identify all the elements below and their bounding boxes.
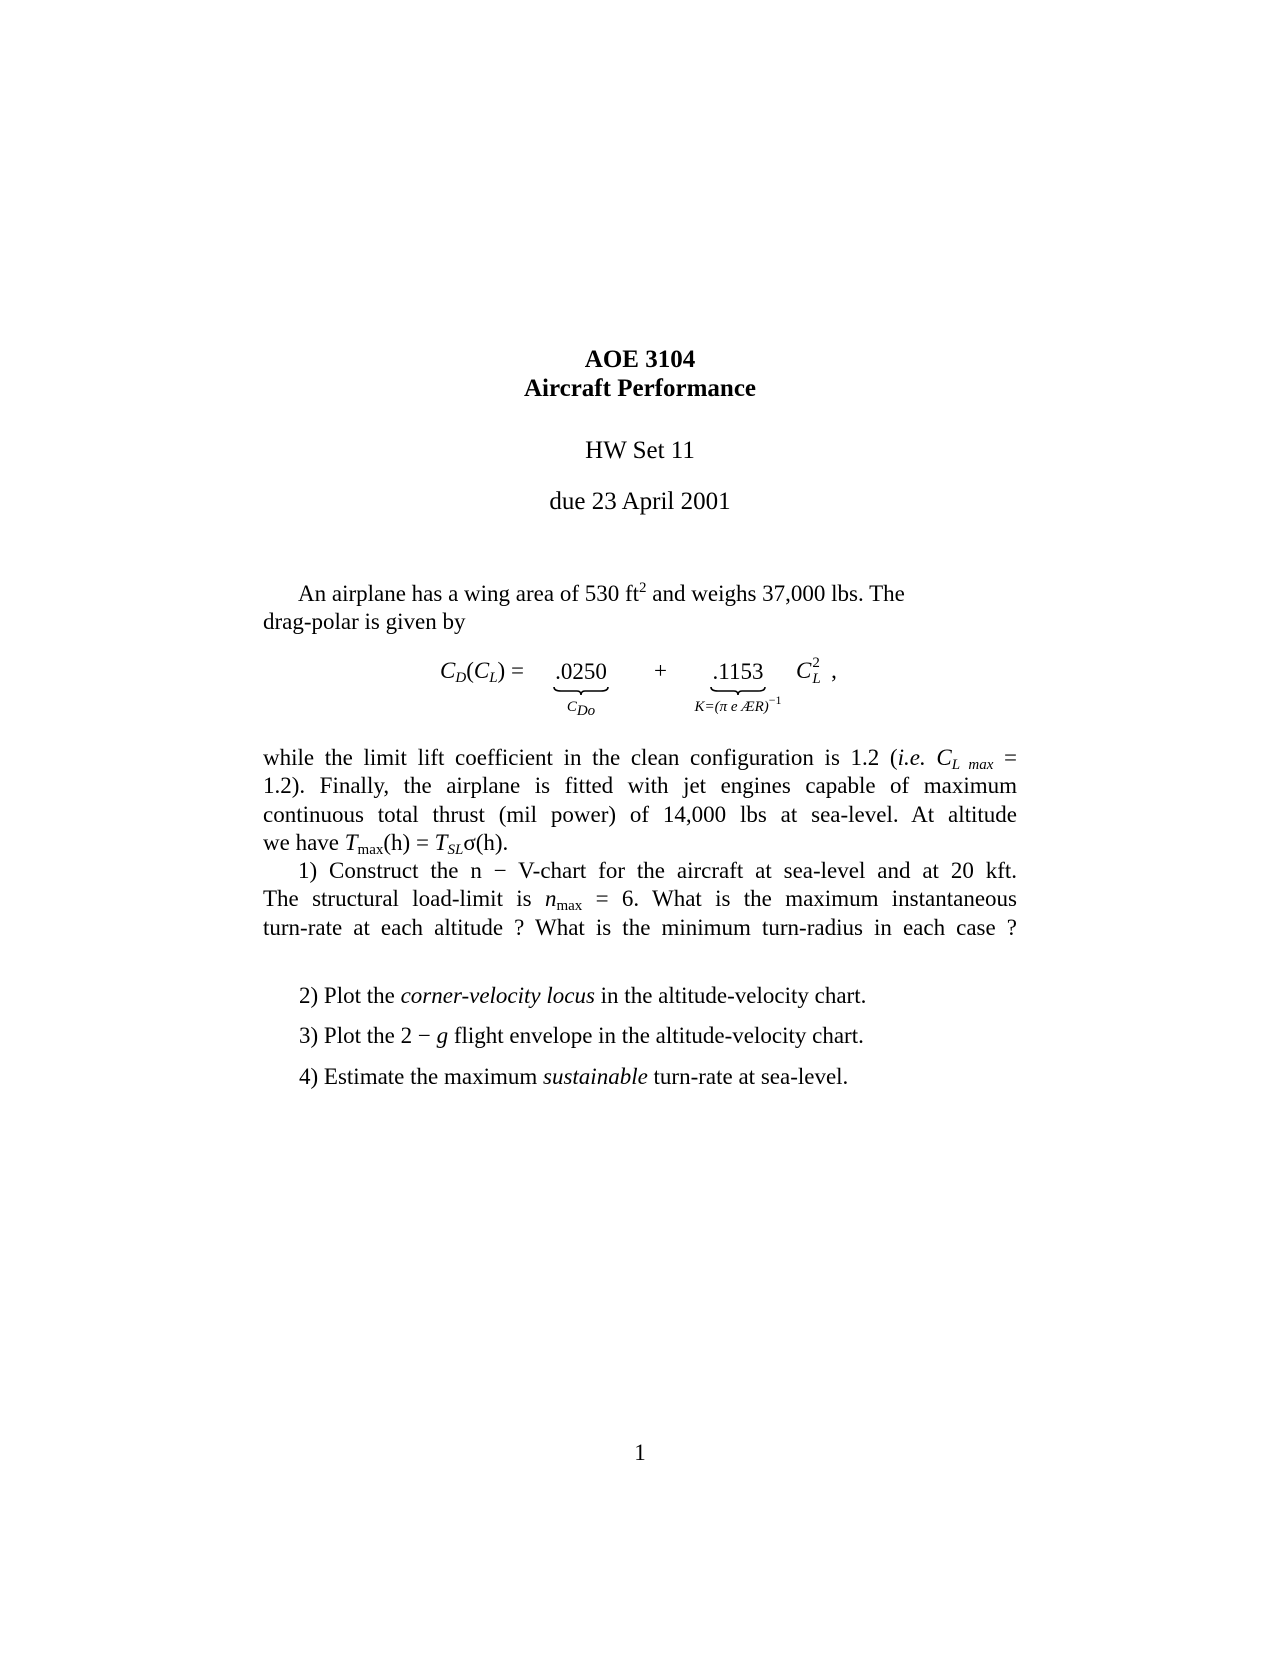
item-2: 2) Plot the corner-velocity locus in the altitude-velocity chart. — [299, 983, 867, 1008]
underbrace-icon — [553, 686, 609, 696]
underbrace-icon — [710, 686, 766, 696]
equation-lhs: $C_D(C_L)$ = — [440, 658, 524, 686]
para-line-1: while the limit lift coefficient in the clean configuration is 1.2 (i.e. $C_{L max}$ = — [263, 745, 1018, 773]
para-line-6: The structural load-limit is $n_{max} = 6$. What is the maximum instantaneous — [263, 886, 1017, 915]
due-date: due 23 April 2001 — [549, 488, 731, 515]
cdo-label: $C_{Do}$ — [566, 699, 596, 719]
para-line-7: turn-rate at each altitude ? What is the minimum turn-radius in each case ? — [263, 914, 1017, 940]
intro-line-1: An airplane has a wing area of 530 $ft^2$ and weighs 37,000 lbs. The — [298, 580, 905, 606]
term-k — [668, 658, 808, 716]
plus-sign: + — [654, 658, 667, 683]
intro-paragraph — [263, 580, 1017, 637]
hw-set-title: HW Set 11 — [585, 437, 695, 464]
cl-squared: C 2 L , — [796, 655, 837, 687]
para-line-4: we have $T_{max}(h) = T_{SL}\sigma(h)$. — [263, 829, 509, 858]
k-value: .1153 — [712, 659, 764, 684]
item-3: 3) Plot the 2 − g flight envelope in the altitude-velocity chart. — [299, 1023, 864, 1048]
cdo-value: .0250 — [555, 659, 607, 684]
item-4: 4) Estimate the maximum sustainable turn-rate at sea-level. — [299, 1064, 849, 1089]
term-cdo — [548, 658, 614, 719]
para-line-3: continuous total thrust (mil power) of 14,000 lbs at sea-level. At altitude — [263, 801, 1017, 827]
course-number: AOE 3104 — [584, 346, 696, 373]
drag-polar-equation — [0, 655, 1280, 728]
para-line-5: 1) Construct the n − V-chart for the aircraft at sea-level and at 20 kft. — [298, 858, 1017, 884]
k-label: K=(π e ÆR)$^{-1}$ — [694, 693, 782, 715]
main-paragraph — [263, 744, 1017, 942]
page-number: 1 — [634, 1440, 646, 1465]
intro-line-2: drag-polar is given by — [263, 609, 466, 635]
para-line-2: 1.2). Finally, the airplane is fitted with jet engines capable of maximum — [263, 773, 1017, 799]
course-title: Aircraft Performance — [523, 375, 757, 402]
